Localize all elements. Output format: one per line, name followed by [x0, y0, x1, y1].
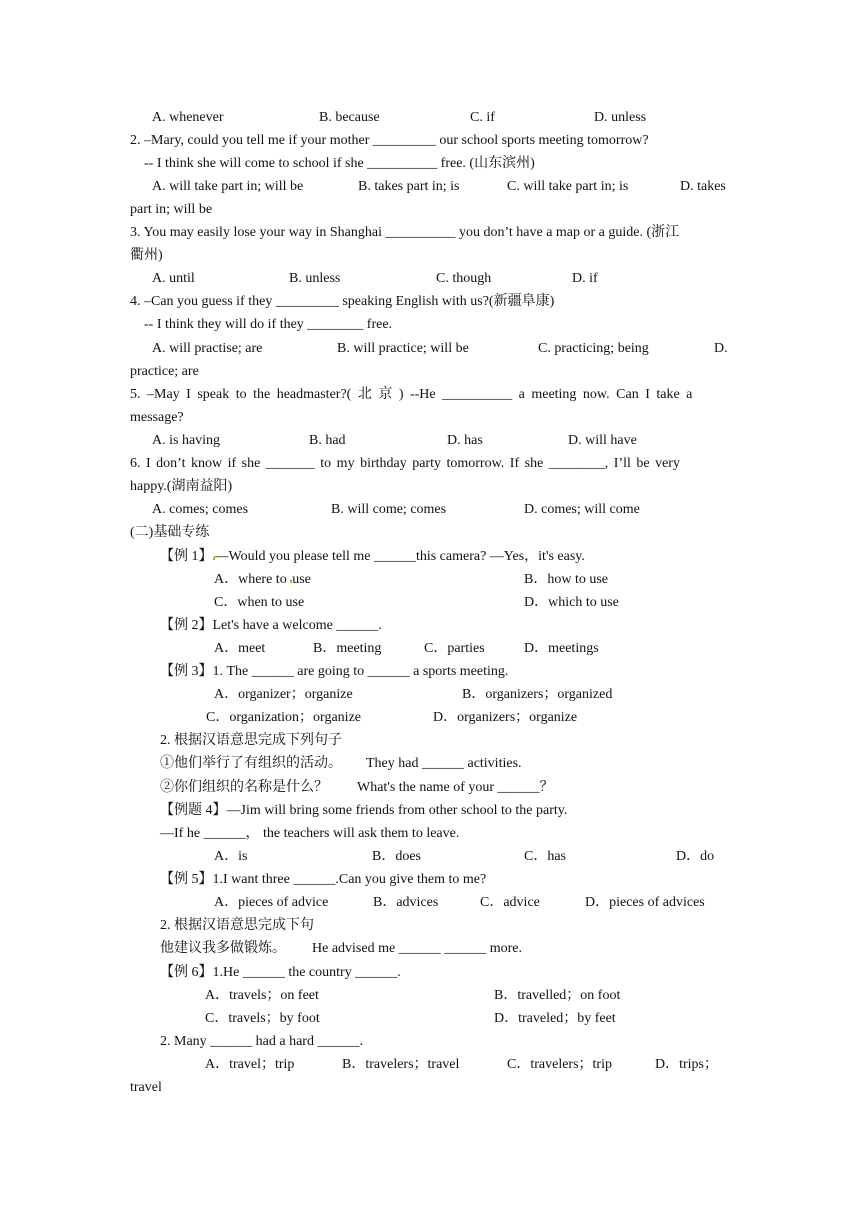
q5-option-d: D. will have	[568, 433, 637, 448]
ex3-option-a: A．organizer；organize	[214, 687, 353, 702]
ex5-stem: 【例 5】1.I want three ______.Can you give them to me?	[160, 872, 487, 887]
section-title: (二)基础专练	[130, 525, 210, 540]
q3-option-b: B. unless	[289, 271, 341, 286]
ex2-option-b: B．meeting	[313, 641, 382, 656]
ex3-sentence-2-cn: ②你们组织的名称是什么？	[160, 780, 328, 795]
q4-option-d: D.	[714, 341, 728, 356]
q1-option-a: A. whenever	[152, 110, 224, 125]
ex1-option-a-pre: A．where to	[214, 572, 291, 587]
ex1-option-d: D．which to use	[524, 595, 619, 610]
ex6-option-d: D．traveled；by feet	[494, 1011, 616, 1026]
q3-option-d: D. if	[572, 271, 598, 286]
ex3-stem: 【例 3】1. The ______ are going to ______ a sports meeting.	[160, 664, 509, 679]
ex3-sentence-1-en: They had ______ activities.	[366, 756, 522, 771]
ex6-q2-option-a: A．travel；trip	[205, 1057, 295, 1072]
q3-option-a: A. until	[152, 271, 195, 286]
q2-option-d: D. takes	[680, 179, 726, 194]
ex5-option-d: D．pieces of advices	[585, 895, 705, 910]
ex2-option-a: A．meet	[214, 641, 266, 656]
ex2-stem: 【例 2】Let's have a welcome ______.	[160, 618, 382, 633]
ex5-sentence-en: He advised me ______ ______ more.	[312, 941, 522, 956]
q2-option-c: C. will take part in; is	[507, 179, 629, 194]
q5-option-a: A. is having	[152, 433, 221, 448]
ex1-label: 【例 1】	[160, 549, 213, 564]
ex5-option-a: A．pieces of advice	[214, 895, 329, 910]
ex1-stem	[160, 548, 585, 566]
q6-option-c: D. comes; will come	[524, 502, 640, 517]
q2-option-a: A. will take part in; will be	[152, 179, 304, 194]
q6-option-b: B. will come; comes	[331, 502, 447, 517]
q2-option-b: B. takes part in; is	[358, 179, 460, 194]
q3-stem: 3. You may easily lose your way in Shanghai __________ you don’t have a map or a guide. (浙江	[130, 225, 680, 240]
ex3-sentence-2-en: What's the name of your ______？	[357, 780, 554, 795]
q4-option-a: A. will practise; are	[152, 341, 263, 356]
ex6-q2-option-d-cont: travel	[130, 1080, 162, 1095]
q2-reply: -- I think she will come to school if she __________ free. (山东滨州)	[144, 156, 535, 171]
q5-option-b: B. had	[309, 433, 346, 448]
q2-stem: 2. –Mary, could you tell me if your mother _________ our school sports meeting tomorrow?	[130, 133, 649, 148]
ex4-option-b: B．does	[372, 849, 421, 864]
ex6-stem: 【例 6】1.He ______ the country ______.	[160, 965, 401, 980]
ex5-sub-title: 2. 根据汉语意思完成下句	[160, 918, 314, 933]
ex3-option-c: C．organization；organize	[206, 710, 361, 725]
ex2-option-d: D．meetings	[524, 641, 599, 656]
q5-stem: 5. –May I speak to the headmaster?( 北 京 ) --He __________ a meeting now. Can I take a	[130, 387, 693, 402]
q4-reply: -- I think they will do if they ________ free.	[144, 317, 393, 332]
ex6-option-a: A．travels；on feet	[205, 988, 319, 1003]
q5-stem-cont: message?	[130, 410, 184, 425]
q5-option-c: D. has	[447, 433, 483, 448]
q1-option-d: D. unless	[594, 110, 647, 125]
ex3-option-b: B．organizers；organized	[462, 687, 613, 702]
ex4-option-a: A．is	[214, 849, 248, 864]
q3-option-c: C. though	[436, 271, 492, 286]
q2-option-d-cont: part in; will be	[130, 202, 213, 217]
ex6-q2-option-b: B．travelers；travel	[342, 1057, 460, 1072]
ex4-stem: 【例题 4】—Jim will bring some friends from other school to the party.	[160, 803, 568, 818]
ex1-stem-text: —Would you please tell me ______this camera? —Yes，it's easy.	[214, 549, 585, 564]
ex1-option-a-post: use	[292, 572, 311, 587]
q1-option-c: C. if	[470, 110, 495, 125]
ex5-sentence-cn: 他建议我多做锻炼。	[160, 941, 286, 956]
ex3-option-d: D．organizers；organize	[433, 710, 578, 725]
ex5-option-b: B．advices	[373, 895, 439, 910]
ex4-option-c: C．has	[524, 849, 566, 864]
q6-stem: 6. I don’t know if she _______ to my birthday party tomorrow. If she ________, I’ll be very	[130, 456, 680, 471]
ex6-option-c: C．travels；by foot	[205, 1011, 320, 1026]
q1-option-b: B. because	[319, 110, 380, 125]
ex4-option-d: D．do	[676, 849, 715, 864]
ex1-option-b: B．how to use	[524, 572, 608, 587]
q4-option-c: C. practicing; being	[538, 341, 649, 356]
q3-stem-cont: 衢州)	[130, 248, 163, 263]
ex3-sentence-1-cn: ①他们举行了有组织的活动。	[160, 756, 342, 771]
ex1-option-a	[214, 571, 311, 589]
q4-stem: 4. –Can you guess if they _________ speaking English with us?(新疆阜康)	[130, 294, 555, 309]
ex6-q2-option-d: D．trips；	[655, 1057, 718, 1072]
q4-option-b: B. will practice; will be	[337, 341, 469, 356]
ex5-option-c: C．advice	[480, 895, 540, 910]
ex2-option-c: C．parties	[424, 641, 485, 656]
ex6-option-b: B．travelled；on foot	[494, 988, 621, 1003]
ex6-q2-stem: 2. Many ______ had a hard ______.	[160, 1034, 363, 1049]
ex4-reply: —If he ______， the teachers will ask them to leave.	[160, 826, 460, 841]
ex1-option-c: C．when to use	[214, 595, 305, 610]
q4-option-d-cont: practice; are	[130, 364, 199, 379]
q6-option-a: A. comes; comes	[152, 502, 249, 517]
ex6-q2-option-c: C．travelers；trip	[507, 1057, 612, 1072]
q6-stem-cont: happy.(湖南益阳)	[130, 479, 233, 494]
ex3-sub-title: 2. 根据汉语意思完成下列句子	[160, 733, 342, 748]
